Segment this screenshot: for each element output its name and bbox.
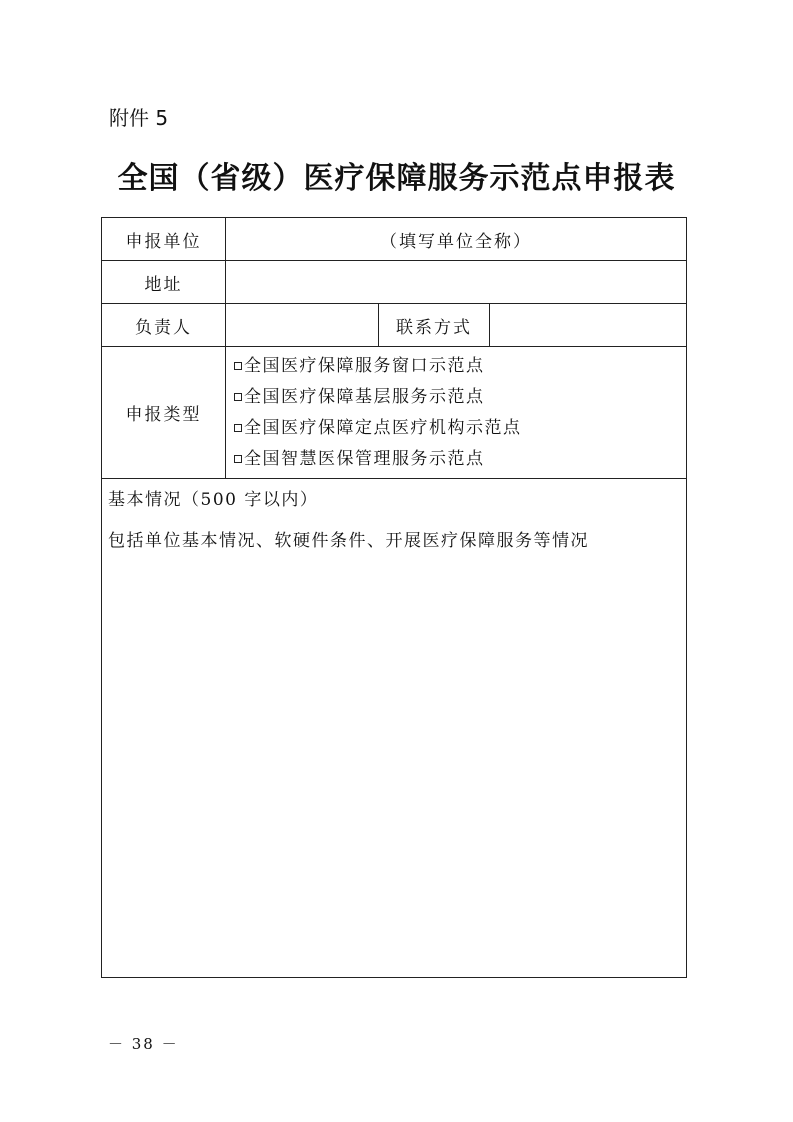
type-option-label: 全国医疗保障定点医疗机构示范点 bbox=[244, 417, 522, 438]
applicant-label: 申报单位 bbox=[102, 218, 226, 260]
form-title: 全国（省级）医疗保障服务示范点申报表 bbox=[117, 161, 676, 196]
type-options bbox=[226, 347, 686, 478]
basic-info-heading: 基本情况（500 字以内） bbox=[108, 490, 319, 510]
address-field[interactable] bbox=[226, 261, 686, 303]
row-contact bbox=[102, 304, 686, 347]
row-type bbox=[102, 347, 686, 479]
type-option-label: 全国医疗保障服务窗口示范点 bbox=[244, 355, 485, 376]
checkbox-grassroots[interactable] bbox=[234, 393, 242, 401]
checkbox-window[interactable] bbox=[234, 362, 242, 370]
type-option-window[interactable] bbox=[232, 351, 522, 382]
address-label: 地址 bbox=[102, 261, 226, 303]
row-address bbox=[102, 261, 686, 304]
contact-label: 联系方式 bbox=[379, 304, 490, 346]
checkbox-smart[interactable] bbox=[234, 455, 242, 463]
type-option-label: 全国医疗保障基层服务示范点 bbox=[244, 386, 485, 407]
attachment-label: 附件 5 bbox=[109, 106, 169, 130]
type-option-label: 全国智慧医保管理服务示范点 bbox=[244, 448, 485, 469]
contact-field[interactable] bbox=[490, 304, 686, 346]
type-label: 申报类型 bbox=[102, 347, 226, 478]
person-label: 负责人 bbox=[102, 304, 226, 346]
application-form-table bbox=[101, 217, 687, 978]
person-field[interactable] bbox=[226, 304, 379, 346]
applicant-field[interactable]: （填写单位全称） bbox=[380, 231, 532, 252]
type-option-grassroots[interactable] bbox=[232, 382, 522, 413]
type-option-smart[interactable] bbox=[232, 444, 522, 475]
checkbox-medical-institution[interactable] bbox=[234, 424, 242, 432]
basic-info-section[interactable] bbox=[102, 479, 686, 552]
page-number: － 38 － bbox=[108, 1035, 179, 1053]
row-applicant bbox=[102, 218, 686, 261]
basic-info-description: 包括单位基本情况、软硬件条件、开展医疗保障服务等情况 bbox=[108, 531, 589, 551]
type-option-medical-institution[interactable] bbox=[232, 413, 522, 444]
